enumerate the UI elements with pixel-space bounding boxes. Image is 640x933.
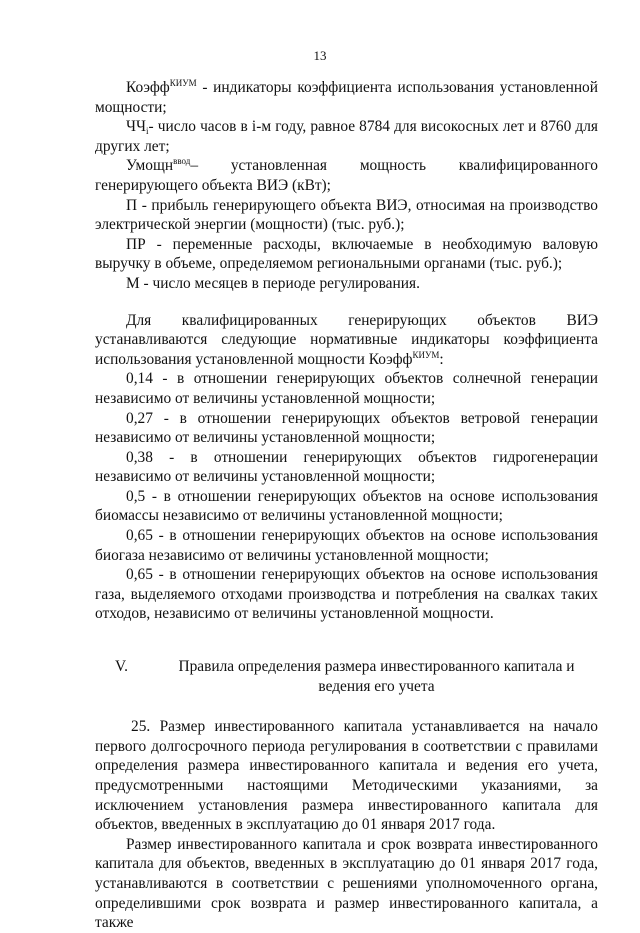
indicator-item: 0,65 - в отношении генерирующих объектов на основе использования биогаза независимо от величины установленной мощности; [95,527,598,564]
definition-text: - число часов в i-м году, равное 8784 для високосных лет и 8760 для других лет; [95,118,598,155]
indicators-intro [95,311,598,370]
definition-superscript: ввод [173,156,191,167]
section-title: Правила определения размера инвестированного капитала и ведения его учета [178,658,575,695]
paragraph: Размер инвестированного капитала и срок возврата инвестированного капитала для объектов, введенных в эксплуатацию до 01 января 2017 года, устанавливаются в соответствии с решениями уполномоченного органа, определившими срок возврата и размер инвестированного капитала, а также [95,835,598,932]
definition-term: ЧЧ [126,118,147,136]
indicator-item: 0,14 - в отношении генерирующих объектов солнечной генерации независимо от величины установленной мощности; [95,370,598,407]
indicator-item: 0,65 - в отношении генерирующих объектов на основе использования газа, выделяемого отходами производства и потребления на свалках таких отходов, независимо от величины установленной мощности. [95,566,598,623]
page-number: 13 [313,48,327,63]
definition-item: М - число месяцев в периоде регулирования. [126,274,420,292]
definition-item: ПР - переменные расходы, включаемые в необходимую валовую выручку в объеме, определяемом региональными органами (тыс. руб.); [95,235,598,273]
document-body [95,78,598,933]
definition-text: - индикаторы коэффициента использования установленной мощности; [95,79,598,116]
definition-item: П - прибыль генерирующего объекта ВИЭ, относимая на производство электрической энергии (мощности) (тыс. руб.); [95,196,598,234]
definition-superscript: КИУМ [169,78,197,88]
section-number: V. [115,658,128,676]
spacer [95,294,598,311]
spacer [95,624,598,657]
definition-item [95,156,598,195]
indicator-item: 0,27 - в отношении генерирующих объектов ветровой генерации независимо от величины установленной мощности; [95,409,598,447]
spacer [95,696,598,717]
definition-subscript: i [146,126,149,137]
definition-term: Умощн [126,157,174,175]
definition-text: – установленная мощность квалифицированного генерирующего объекта ВИЭ (кВт); [95,157,598,194]
indicators-intro-superscript: КИУМ [412,349,440,360]
definition-term: Коэфф [126,79,170,96]
section-heading [95,657,598,696]
paragraph: 25. Размер инвестированного капитала устанавливается на начало первого долгосрочного периода регулирования в соответствии с правилами определения размера инвестированного капитала и ведения его учета, предусмотренными настоящими Методическими указаниями, за исключением установления размера инвестированного капитала для объектов, введенных в эксплуатацию до 01 января 2017 года. [95,718,598,834]
indicators-intro-tail: : [439,350,444,368]
indicator-item: 0,5 - в отношении генерирующих объектов на основе использования биомассы независимо от величины установленной мощности; [95,487,598,525]
definition-item [95,117,598,156]
definition-item [95,78,598,117]
indicator-item: 0,38 - в отношении генерирующих объектов гидрогенерации независимо от величины установленной мощности; [95,448,598,486]
indicators-intro-text: Для квалифицированных генерирующих объектов ВИЭ устанавливаются следующие нормативные индикаторы коэффициента использования установленной мощности Коэфф [95,311,598,368]
